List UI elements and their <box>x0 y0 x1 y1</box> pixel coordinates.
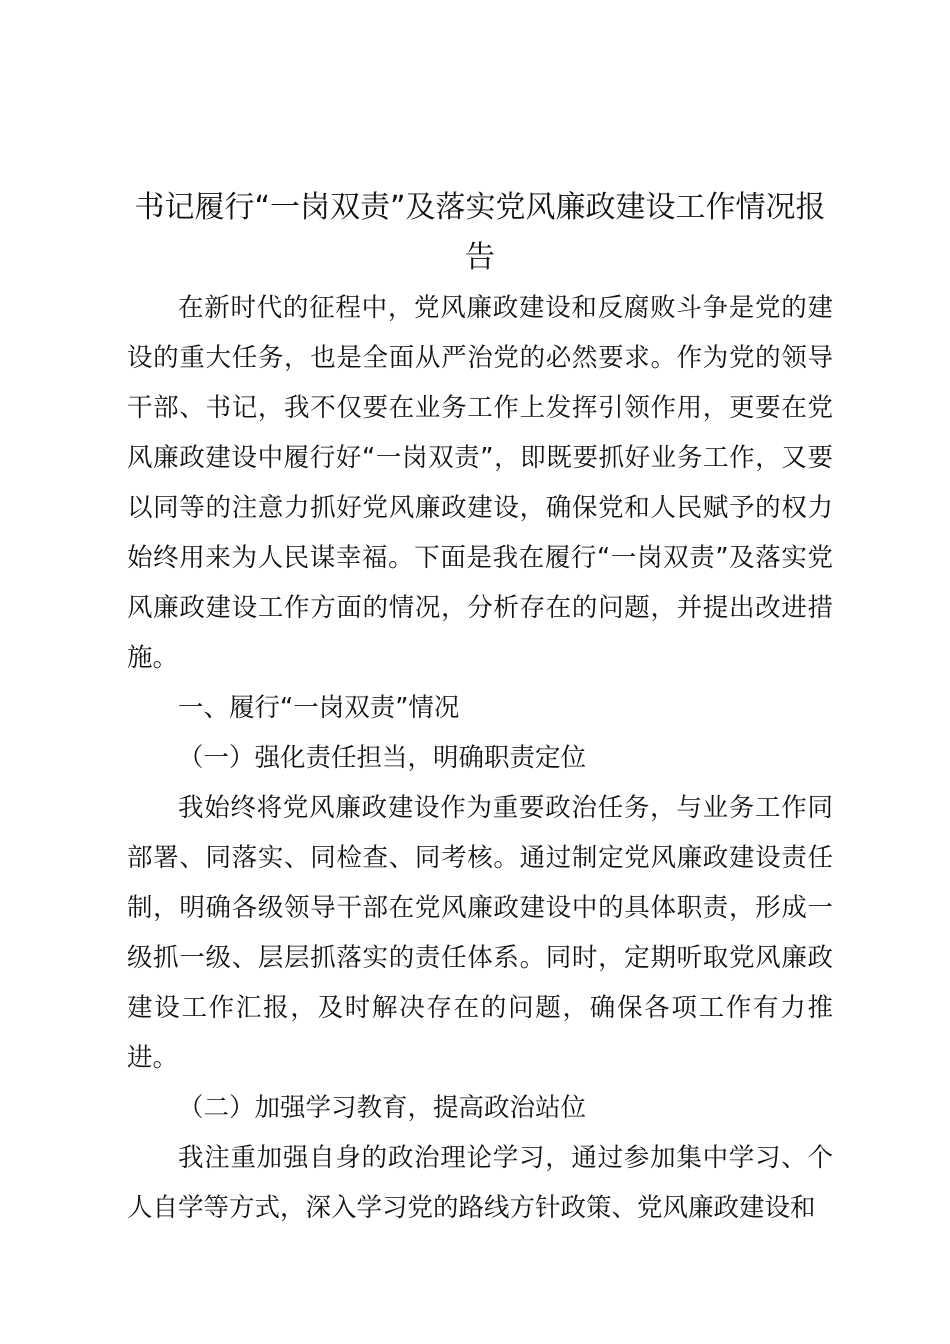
document-body <box>127 183 833 1233</box>
section-heading: 一、履行“一岗双责”情况 <box>178 693 460 723</box>
intro-paragraph: 在新时代的征程中，党风廉政建设和反腐败斗争是党的建设的重大任务，也是全面从严治党的必然要求。作为党的领导干部、书记，我不仅要在业务工作上发挥引领作用，更要在党风廉政建设中履行好“一岗双责”，即既要抓好业务工作，又要以同等的注意力抓好党风廉政建设，确保党和人民赋予的权力始终用来为人民谋幸福。下面是我在履行“一岗双责”及落实党风廉政建设工作方面的情况，分析存在的问题，并提出改进措施。 <box>127 293 833 673</box>
subsection-heading: （一）强化责任担当，明确职责定位 <box>178 743 587 773</box>
body-paragraph: 我注重加强自身的政治理论学习，通过参加集中学习、个人自学等方式，深入学习党的路线方针政策、党风廉政建设和 <box>127 1143 833 1223</box>
subsection-heading: （二）加强学习教育，提高政治站位 <box>178 1093 587 1123</box>
document-title: 书记履行“一岗双责”及落实党风廉政建设工作情况报告 <box>134 190 826 275</box>
body-paragraph: 我始终将党风廉政建设作为重要政治任务，与业务工作同部署、同落实、同检查、同考核。通过制定党风廉政建设责任制，明确各级领导干部在党风廉政建设中的具体职责，形成一级抓一级、层层抓落实的责任体系。同时，定期听取党风廉政建设工作汇报，及时解决存在的问题，确保各项工作有力推进。 <box>127 793 833 1073</box>
